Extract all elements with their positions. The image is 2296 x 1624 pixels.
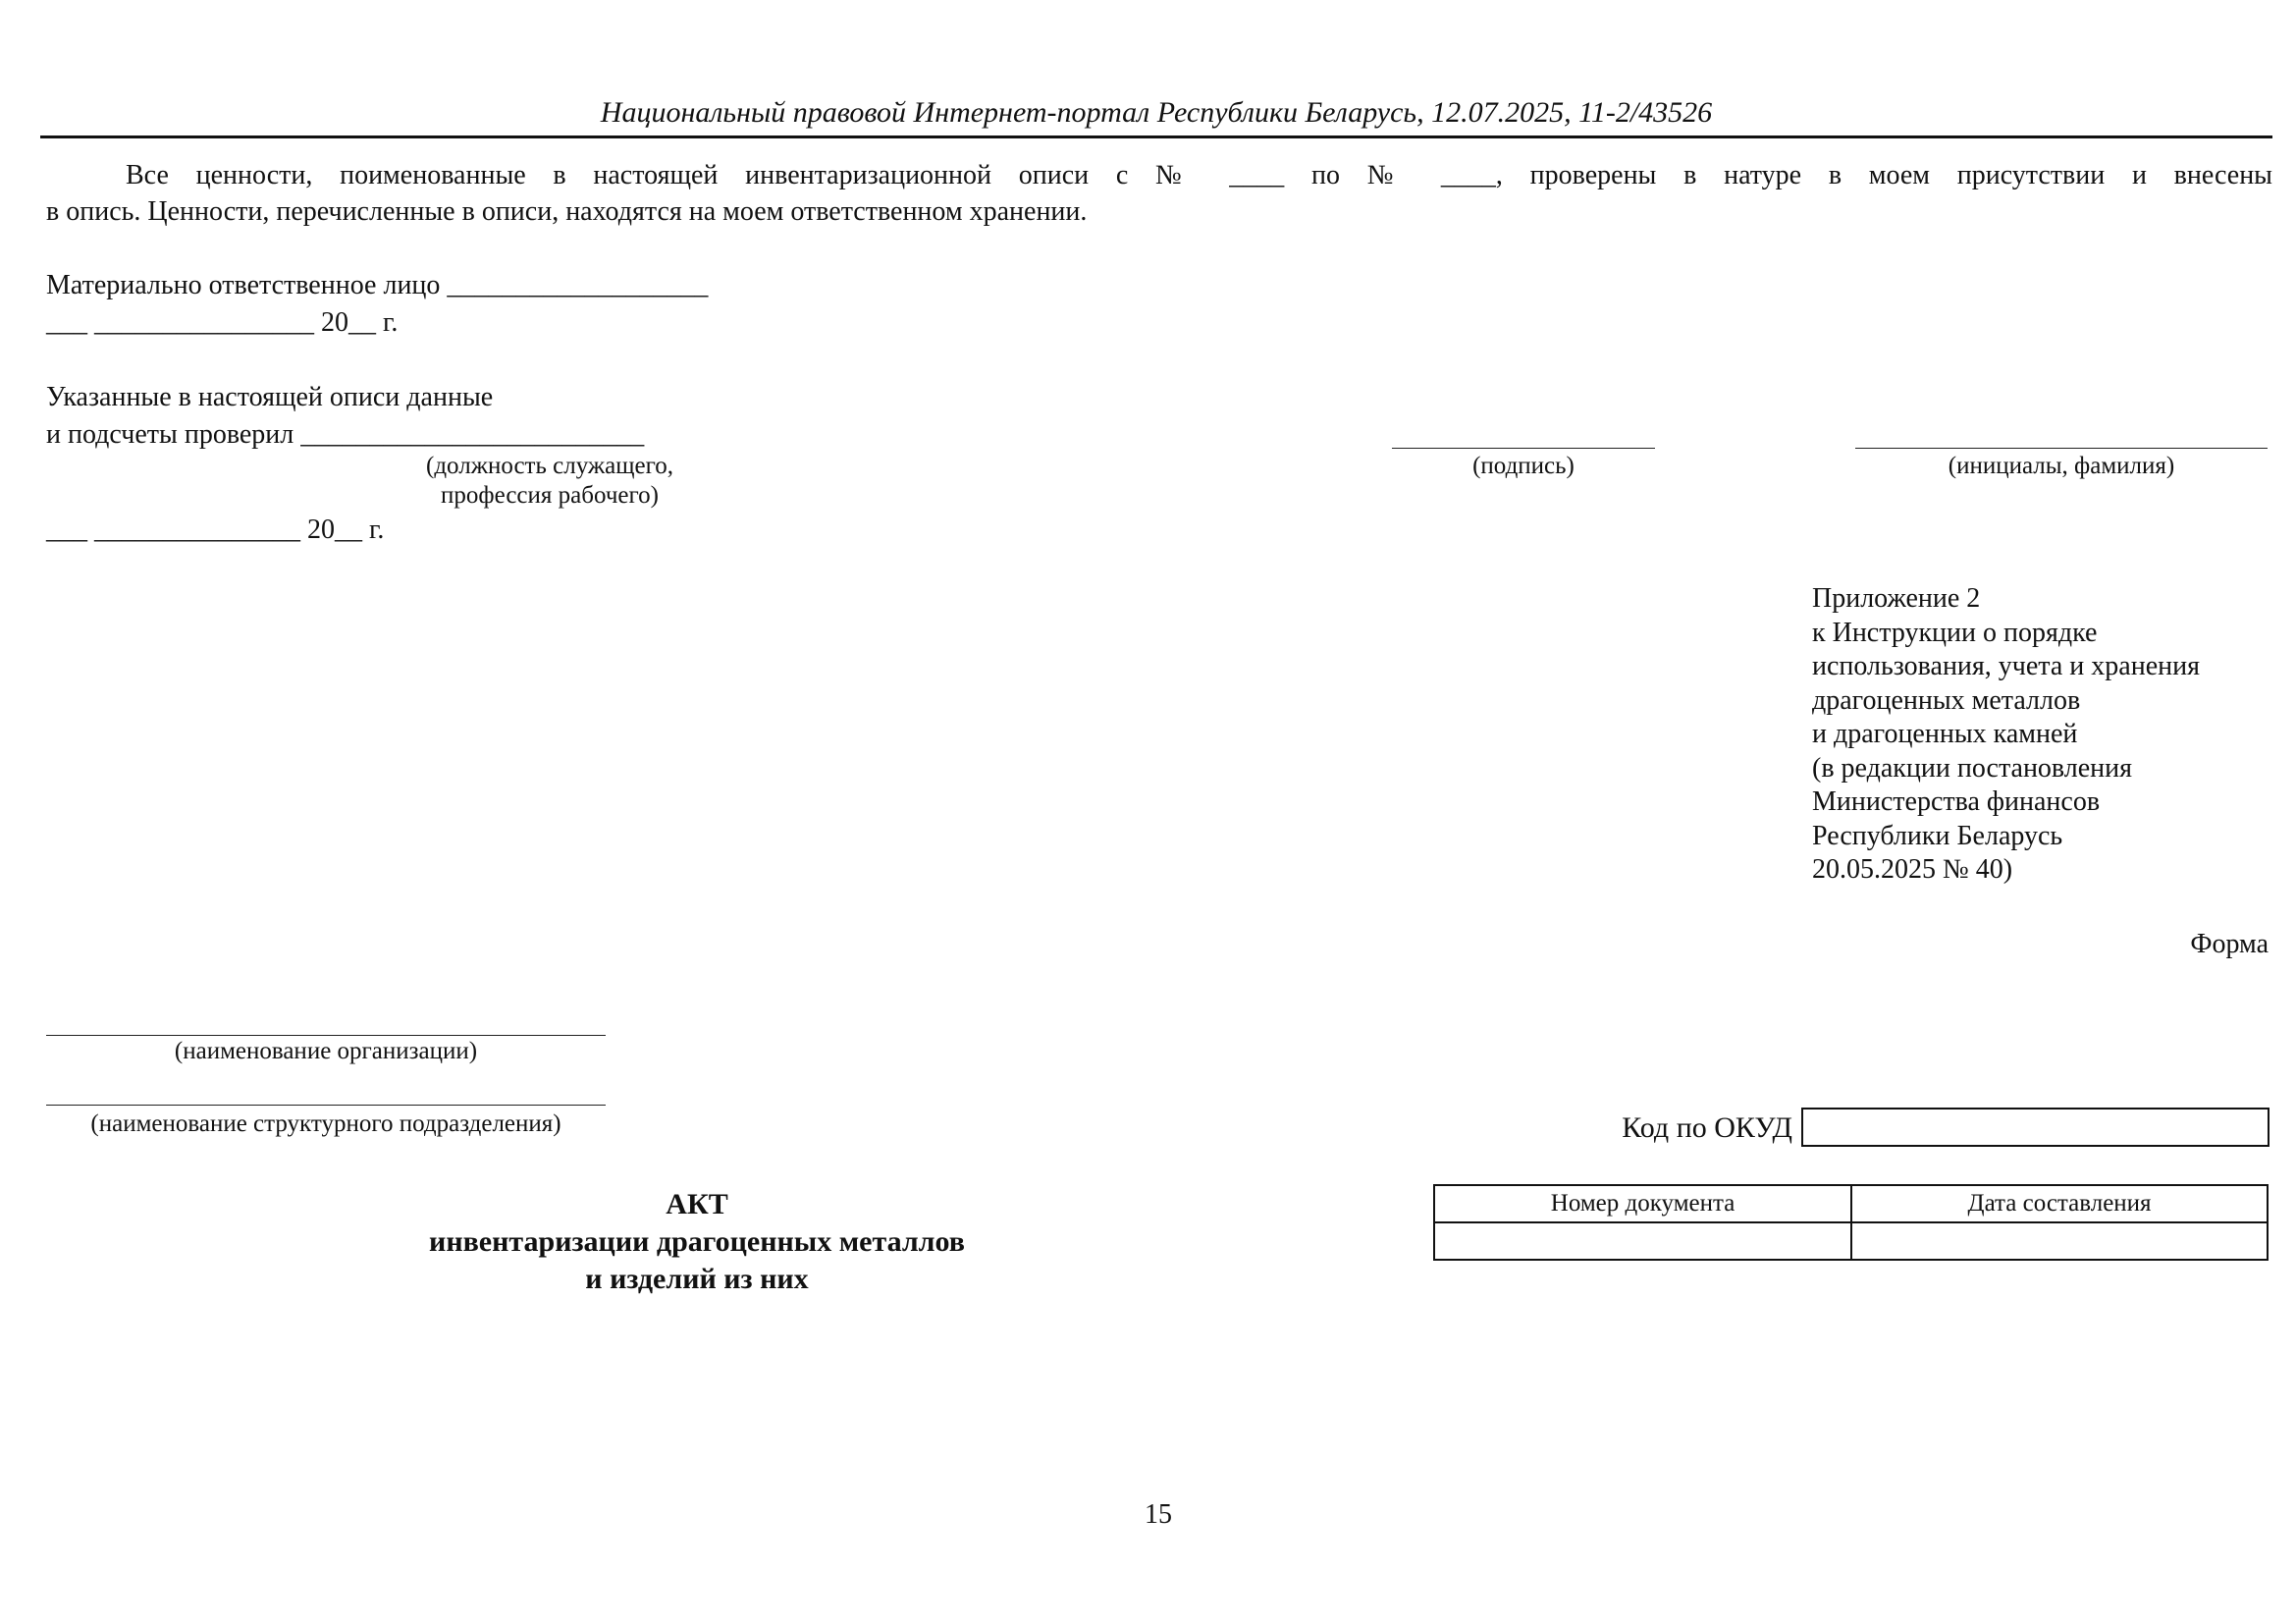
appendix-line: к Инструкции о порядке — [1812, 617, 2098, 648]
act-title — [353, 1186, 1041, 1298]
appendix-block — [1812, 582, 2264, 888]
responsible-date: ___ ________________ 20__ г. — [46, 307, 399, 338]
caption-name: (инициалы, фамилия) — [1948, 453, 2175, 479]
appendix-line: и драгоценных камней — [1812, 719, 2078, 749]
okud-code-field[interactable] — [1801, 1108, 2269, 1147]
appendix-line: драгоценных металлов — [1812, 684, 2081, 716]
organization-line — [46, 1035, 606, 1036]
name-line — [1855, 448, 2268, 449]
form-label: Форма — [2190, 929, 2269, 959]
signature-line — [1392, 448, 1655, 449]
header-divider — [40, 135, 2272, 138]
document-header: Национальный правовой Интернет-портал Республики Беларусь, 12.07.2025, 11-2/43526 — [600, 96, 1713, 129]
appendix-line: Приложение 2 — [1812, 583, 1981, 614]
intro-line-2: в опись. Ценности, перечисленные в описи, находятся на моем ответственном хранении. — [46, 196, 1088, 227]
caption-unit: (наименование структурного подразделения) — [90, 1110, 561, 1137]
header-compilation-date: Дата составления — [1851, 1185, 2268, 1222]
intro-line-1: Все ценности, поименованные в настоящей инвентаризационной описи с № ____ по № ____, проверены в натуре в моем присутствии и внесены — [126, 160, 2272, 190]
caption-organization: (наименование организации) — [174, 1038, 478, 1064]
responsible-label: Материально ответственное лицо ___________________ — [46, 270, 709, 300]
compilation-date-cell[interactable] — [1851, 1222, 2268, 1260]
okud-label: Код по ОКУД — [1622, 1111, 1792, 1144]
appendix-line: 20.05.2025 № 40) — [1812, 854, 2013, 885]
appendix-line: Министерства финансов — [1812, 786, 2101, 817]
act-title-line-2: инвентаризации драгоценных металлов — [429, 1225, 965, 1258]
checked-date: ___ _______________ 20__ г. — [46, 514, 385, 545]
act-title-line-1: АКТ — [666, 1188, 728, 1220]
unit-line — [46, 1105, 606, 1106]
table-header-row — [1434, 1185, 2268, 1222]
checked-line-2: и подсчеты проверил _________________________ — [46, 419, 645, 450]
checked-line-1: Указанные в настоящей описи данные — [46, 382, 494, 412]
document-number-cell[interactable] — [1434, 1222, 1851, 1260]
appendix-line: использования, учета и хранения — [1812, 651, 2200, 681]
header-document-number: Номер документа — [1434, 1185, 1851, 1222]
document-number-table — [1433, 1184, 2269, 1261]
page-number: 15 — [1145, 1499, 1172, 1530]
appendix-line: (в редакции постановления — [1812, 752, 2133, 784]
table-row — [1434, 1222, 2268, 1260]
caption-position-2: профессия рабочего) — [441, 482, 659, 509]
act-title-line-3: и изделий из них — [585, 1263, 809, 1295]
caption-signature: (подпись) — [1472, 453, 1575, 479]
caption-position: (должность служащего, — [426, 453, 673, 479]
appendix-line: Республики Беларусь — [1812, 820, 2063, 851]
